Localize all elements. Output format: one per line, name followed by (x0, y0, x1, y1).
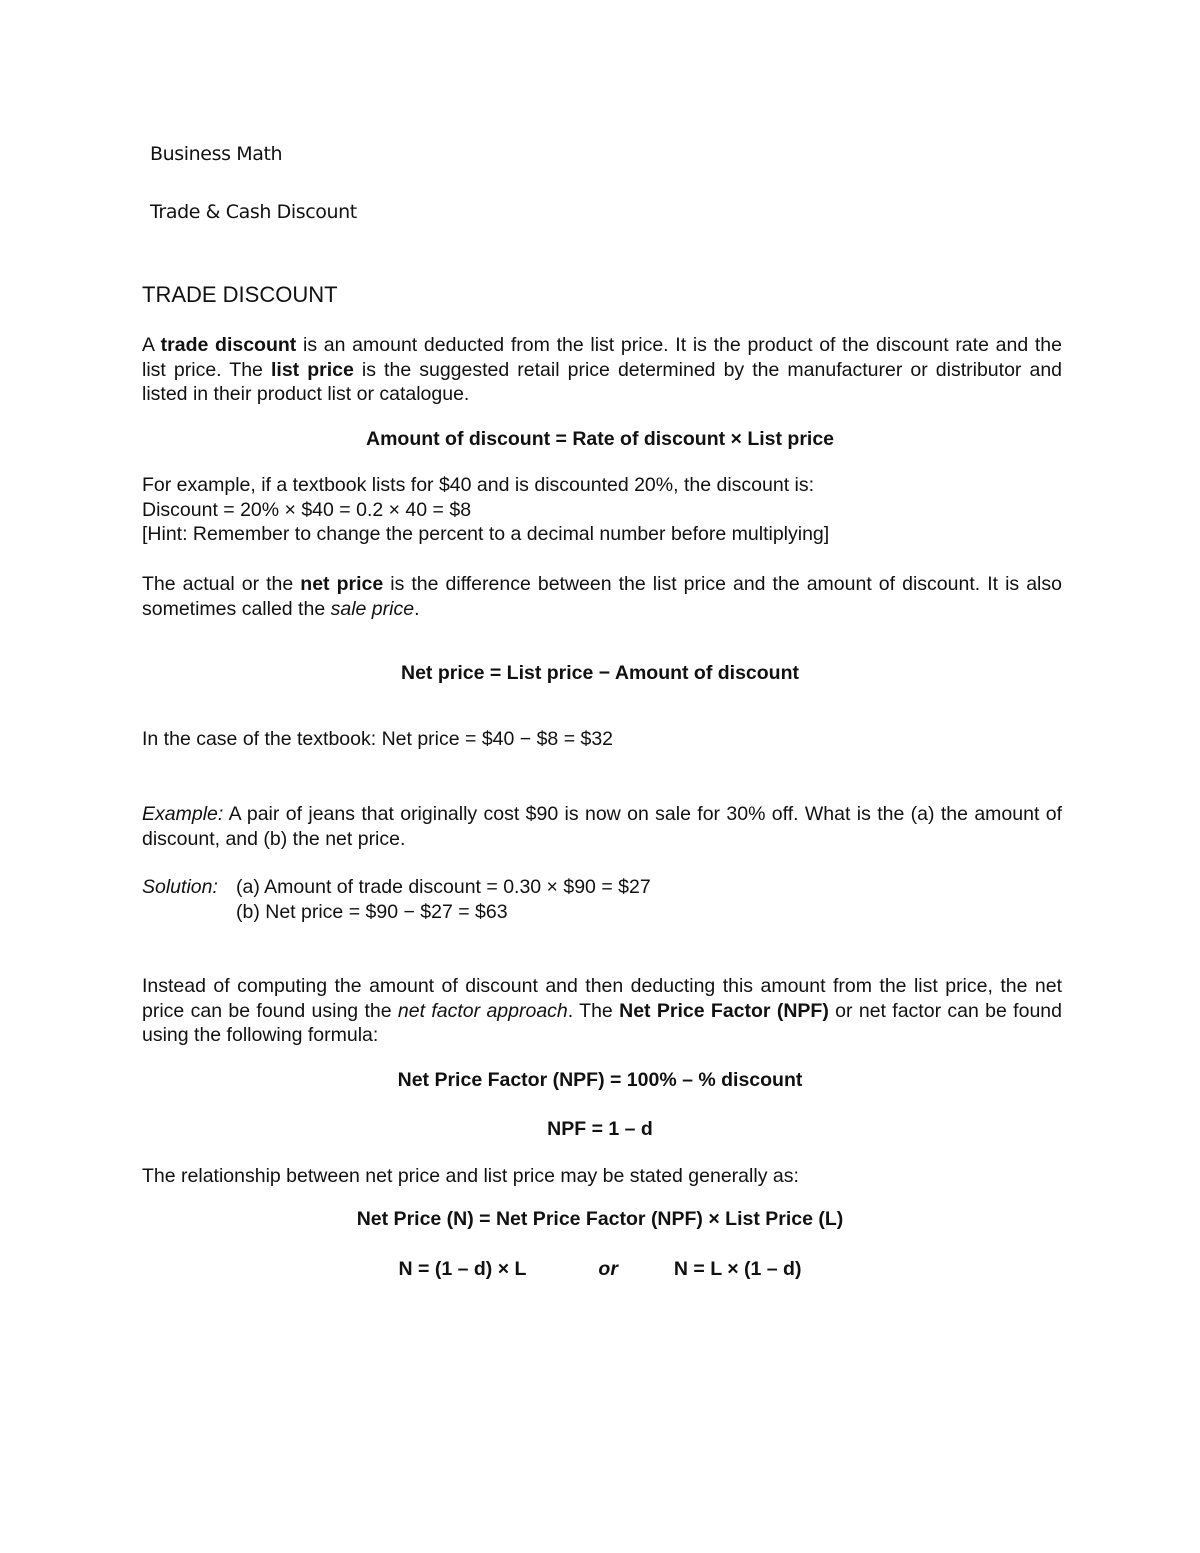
net-factor-intro (142, 974, 1062, 1048)
term-trade-discount: trade discount (160, 334, 297, 356)
relationship-text: The relationship between net price and list price may be stated generally as: (142, 1165, 799, 1187)
text-run: is an amount deducted from the list price. It is the product of the discount rate and the list price. The (142, 334, 1062, 381)
textbook-example (142, 473, 1062, 547)
solution-line-b (142, 900, 1062, 925)
text-run: . (414, 597, 420, 620)
text-run: is the suggested retail price determined by the manufacturer or distributor and listed in their product list or catalogue. (142, 358, 1063, 405)
text-run: A pair of jeans that originally cost $90 is now on sale for 30% off. What is the (a) the amount of discount, and (b) the net price. (142, 803, 1062, 850)
or-word: or (598, 1258, 618, 1280)
section-heading: TRADE DISCOUNT (142, 282, 338, 307)
solution-label: Solution: (142, 876, 218, 898)
course-title: Business Math (150, 143, 283, 165)
solution-part-a: (a) Amount of trade discount = 0.30 × $90 = $27 (236, 876, 651, 898)
formula-net-price-relationship: Net Price (N) = Net Price Factor (NPF) × List Price (L) (356, 1208, 844, 1230)
formula-left: N = (1 – d) × L (398, 1258, 527, 1280)
topic-title: Trade & Cash Discount (150, 201, 357, 223)
formula-npf-percent: Net Price Factor (NPF) = 100% – % discount (397, 1069, 803, 1091)
formula-right: N = L × (1 – d) (673, 1258, 802, 1280)
term-net-factor-approach: net factor approach (397, 999, 568, 1022)
text-run: . The (567, 999, 620, 1022)
jeans-example (142, 802, 1062, 851)
example-line: Discount = 20% × $40 = 0.2 × 40 = $8 (142, 498, 472, 521)
text-run: Instead of computing the amount of discount and then deducting this amount from the list price, the net price can be found using the (142, 975, 1062, 1022)
hint-line: [Hint: Remember to change the percent to a decimal number before multiplying] (142, 523, 830, 545)
term-net-price: net price (300, 573, 384, 595)
solution-line-a (142, 875, 1062, 900)
formula-npf: NPF = 1 – d (547, 1118, 653, 1140)
text-run: The actual or the (142, 573, 301, 595)
textbook-net-price-case: In the case of the textbook: Net price = $40 − $8 = $32 (142, 728, 614, 750)
term-sale-price: sale price (330, 597, 415, 620)
formula-net-price-equivalents (0, 1258, 1200, 1281)
text-run: or net factor can be found using the following formula: (142, 999, 1062, 1046)
jeans-solution (142, 875, 1062, 924)
text-run: A (142, 334, 161, 356)
example-label: Example: (142, 803, 224, 825)
text-run: is the difference between the list price and the amount of discount. It is also sometimes called the (142, 573, 1062, 620)
solution-part-b: (b) Net price = $90 − $27 = $63 (236, 900, 508, 923)
term-net-price-factor: Net Price Factor (NPF) (619, 999, 829, 1022)
term-list-price: list price (270, 358, 354, 381)
formula-amount-of-discount: Amount of discount = Rate of discount × List price (365, 428, 835, 450)
net-price-definition (142, 572, 1062, 621)
formula-net-price: Net price = List price − Amount of discount (401, 662, 799, 684)
trade-discount-definition (142, 333, 1062, 407)
example-line: For example, if a textbook lists for $40 and is discounted 20%, the discount is: (142, 474, 815, 496)
